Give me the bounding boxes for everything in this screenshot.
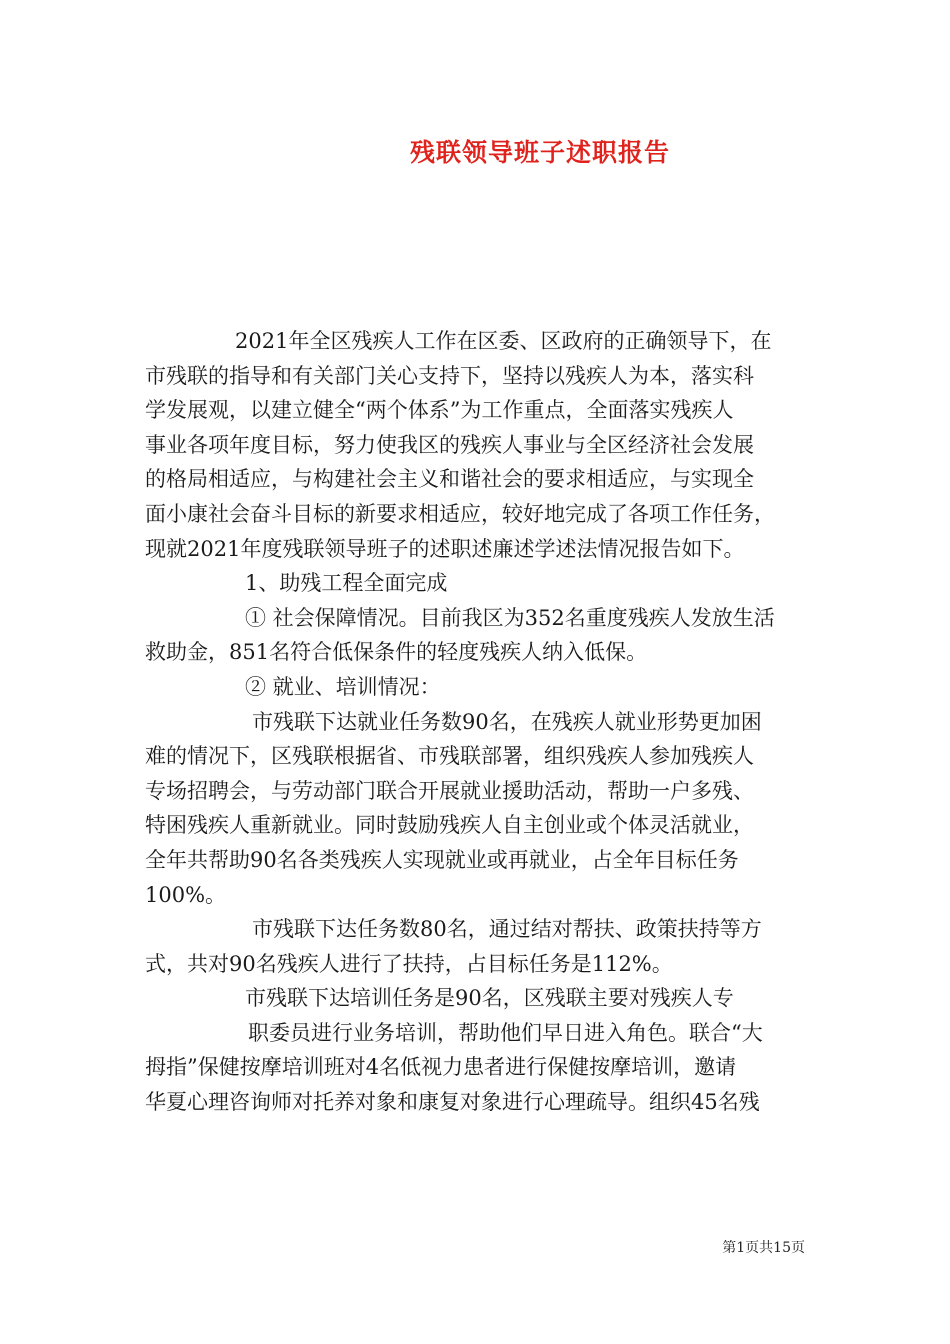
paragraph-line: 式，共对90名残疾人进行了扶持，占目标任务是112%。	[145, 951, 673, 976]
paragraph-line: 拇指”保健按摩培训班对4名低视力患者进行保健按摩培训，邀请	[145, 1055, 737, 1080]
paragraph-line: 全年共帮助90名各类残疾人实现就业或再就业，占全年目标任务	[145, 847, 739, 872]
paragraph-line: 100%。	[145, 882, 227, 907]
paragraph-line: 市残联的指导和有关部门关心支持下，坚持以残疾人为本，落实科	[145, 363, 754, 388]
paragraph-line: 救助金，851名符合低保条件的轻度残疾人纳入低保。	[145, 640, 648, 665]
paragraph-line: 2021年全区残疾人工作在区委、区政府的正确领导下，在	[235, 329, 772, 353]
paragraph-line: 市残联下达任务数80名，通过结对帮扶、政策扶持等方	[252, 917, 762, 942]
paragraph-line: 学发展观，以建立健全“两个体系”为工作重点，全面落实残疾人	[145, 398, 734, 423]
paragraph-line: 难的情况下，区残联根据省、市残联部署，组织残疾人参加残疾人	[145, 744, 754, 769]
section-heading: 1、助残工程全面完成	[245, 571, 448, 596]
paragraph-line: 现就2021年度残联领导班子的述职述廉述学述法情况报告如下。	[145, 536, 745, 561]
document-title: 残联领导班子述职报告	[409, 138, 670, 167]
paragraph-line: 市残联下达培训任务是90名，区残联主要对残疾人专	[245, 986, 734, 1011]
paragraph-line: 专场招聘会，与劳动部门联合开展就业援助活动，帮助一户多残、	[145, 778, 754, 803]
paragraph-line: 市残联下达就业任务数90名，在残疾人就业形势更加困	[252, 709, 762, 734]
document-body	[145, 324, 810, 1120]
paragraph-line: 的格局相适应，与构建社会主义和谐社会的要求相适应，与实现全	[145, 467, 754, 492]
paragraph-line: 职委员进行业务培训，帮助他们早日进入角色。联合“大	[248, 1020, 763, 1045]
paragraph-line: ① 社会保障情况。目前我区为352名重度残疾人发放生活	[245, 605, 775, 630]
paragraph-line: 特困残疾人重新就业。同时鼓励残疾人自主创业或个体灵活就业，	[145, 813, 754, 838]
paragraph-line: 面小康社会奋斗目标的新要求相适应，较好地完成了各项工作任务，	[145, 501, 775, 526]
paragraph-line: 事业各项年度目标，努力使我区的残疾人事业与全区经济社会发展	[145, 432, 754, 457]
page-number: 第1页共15页	[722, 1240, 805, 1256]
paragraph-line: 华夏心理咨询师对托养对象和康复对象进行心理疏导。组织45名残	[145, 1090, 760, 1115]
subsection-heading: ② 就业、培训情况：	[245, 674, 441, 699]
